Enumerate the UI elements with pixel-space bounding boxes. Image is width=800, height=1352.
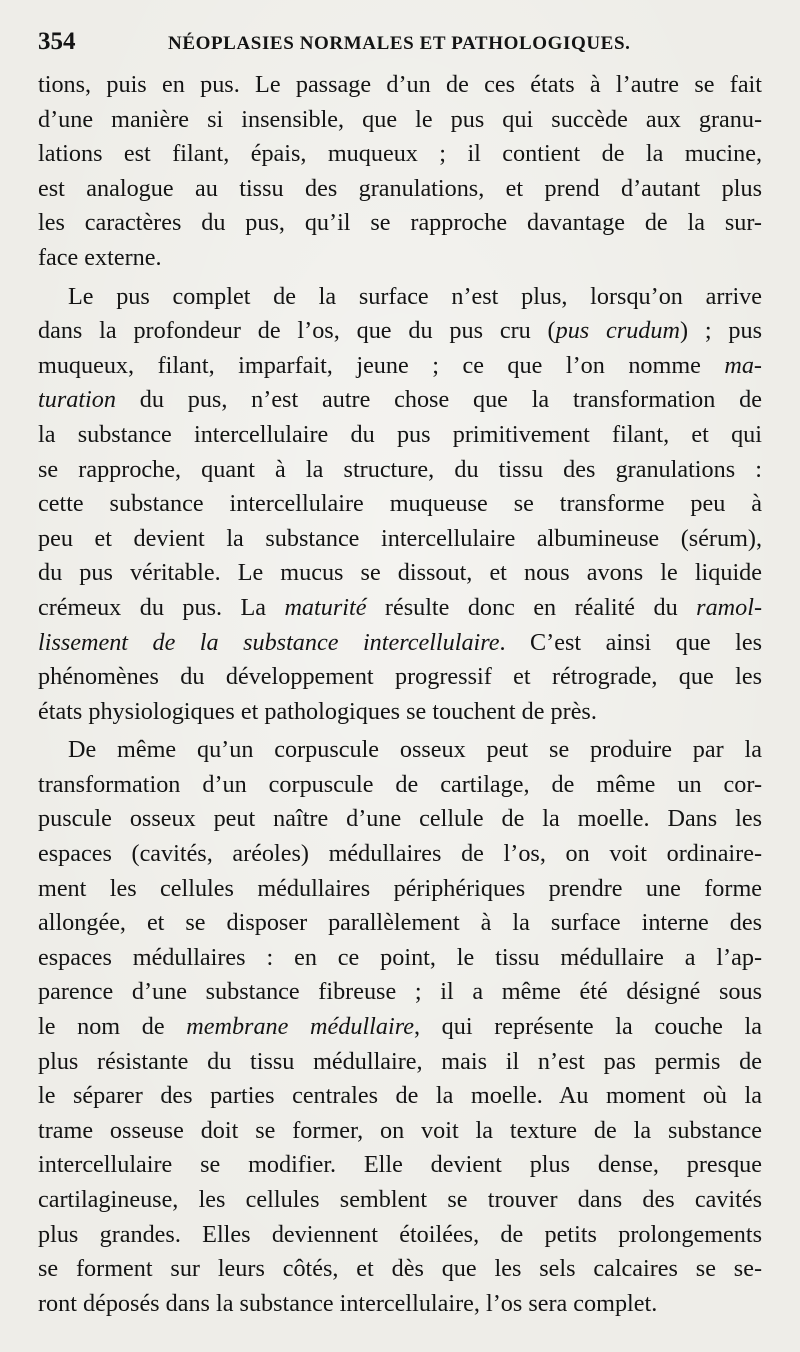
text-line: parence d’une substance fibreuse ; il a même été désigné sous (38, 978, 762, 1006)
body-text (38, 68, 762, 1321)
text-line: espaces (cavités, aréoles) médullaires de l’os, on voit ordinaire- (38, 840, 762, 868)
text-line: états physiologiques et pathologiques se touchent de près. (38, 697, 597, 725)
paragraph-1 (38, 68, 762, 276)
text-line: se rapproche, quant à la structure, du tissu des granulations : (38, 455, 762, 483)
text-line: crémeux du pus. La maturité résulte donc en réalité du ramol- (38, 593, 762, 621)
text-line: le nom de membrane médullaire, qui représente la couche la (38, 1013, 762, 1041)
text-line: tions, puis en pus. Le passage d’un de ces états à l’autre se fait (38, 71, 762, 98)
text-line: cette substance intercellulaire muqueuse se transforme peu à (38, 490, 762, 518)
running-head (38, 28, 762, 68)
text-line: ment les cellules médullaires périphériques prendre une forme (38, 874, 762, 902)
text-line: est analogue au tissu des granulations, et prend d’autant plus (38, 174, 762, 202)
text-line: phénomènes du développement progressif et rétrograde, que les (38, 663, 762, 691)
text-line: d’une manière si insensible, que le pus qui succède aux granu- (38, 105, 762, 133)
text-line: du pus véritable. Le mucus se dissout, et nous avons le liquide (38, 559, 762, 587)
text-line: De même qu’un corpuscule osseux peut se produire par la (68, 736, 762, 764)
text-line: lissement de la substance intercellulaire. C’est ainsi que les (38, 628, 762, 656)
text-line: les caractères du pus, qu’il se rapproche davantage de la sur- (38, 209, 762, 237)
text-line: lations est filant, épais, muqueux ; il contient de la mucine, (38, 140, 762, 168)
text-line: turation du pus, n’est autre chose que la transformation de (38, 386, 762, 414)
text-line: la substance intercellulaire du pus primitivement filant, et qui (38, 420, 762, 448)
text-line: ront déposés dans la substance intercellulaire, l’os sera complet. (38, 1289, 658, 1317)
text-line: muqueux, filant, imparfait, jeune ; ce que l’on nomme ma- (38, 351, 762, 379)
text-line: dans la profondeur de l’os, que du pus cru (pus crudum) ; pus (38, 317, 763, 345)
page-number: 354 (38, 28, 76, 55)
text-line: se forment sur leurs côtés, et dès que les sels calcaires se se- (38, 1255, 762, 1283)
text-line: espaces médullaires : en ce point, le tissu médullaire a l’ap- (38, 943, 762, 971)
text-line: cartilagineuse, les cellules semblent se trouver dans des cavités (38, 1186, 762, 1213)
text-line: plus grandes. Elles deviennent étoilées, de petits prolongements (38, 1220, 762, 1248)
text-line: Le pus complet de la surface n’est plus, lorsqu’on arrive (68, 282, 762, 310)
text-line: allongée, et se disposer parallèlement à la surface interne des (38, 909, 762, 937)
text-line: intercellulaire se modifier. Elle devient plus dense, presque (38, 1151, 762, 1179)
text-line: plus résistante du tissu médullaire, mais il n’est pas permis de (38, 1047, 762, 1075)
text-line: peu et devient la substance intercellulaire albumineuse (sérum), (38, 524, 762, 552)
running-title: NÉOPLASIES NORMALES ET PATHOLOGIQUES. (168, 33, 631, 54)
text-line: puscule osseux peut naître d’une cellule de la moelle. Dans les (38, 805, 762, 833)
paragraph-3 (38, 733, 762, 1321)
text-line: face externe. (38, 243, 162, 271)
text-line: le séparer des parties centrales de la moelle. Au moment où la (38, 1082, 762, 1110)
text-line: transformation d’un corpuscule de cartilage, de même un cor- (38, 770, 762, 798)
text-line: trame osseuse doit se former, on voit la texture de la substance (38, 1116, 762, 1144)
paragraph-2 (38, 280, 762, 730)
